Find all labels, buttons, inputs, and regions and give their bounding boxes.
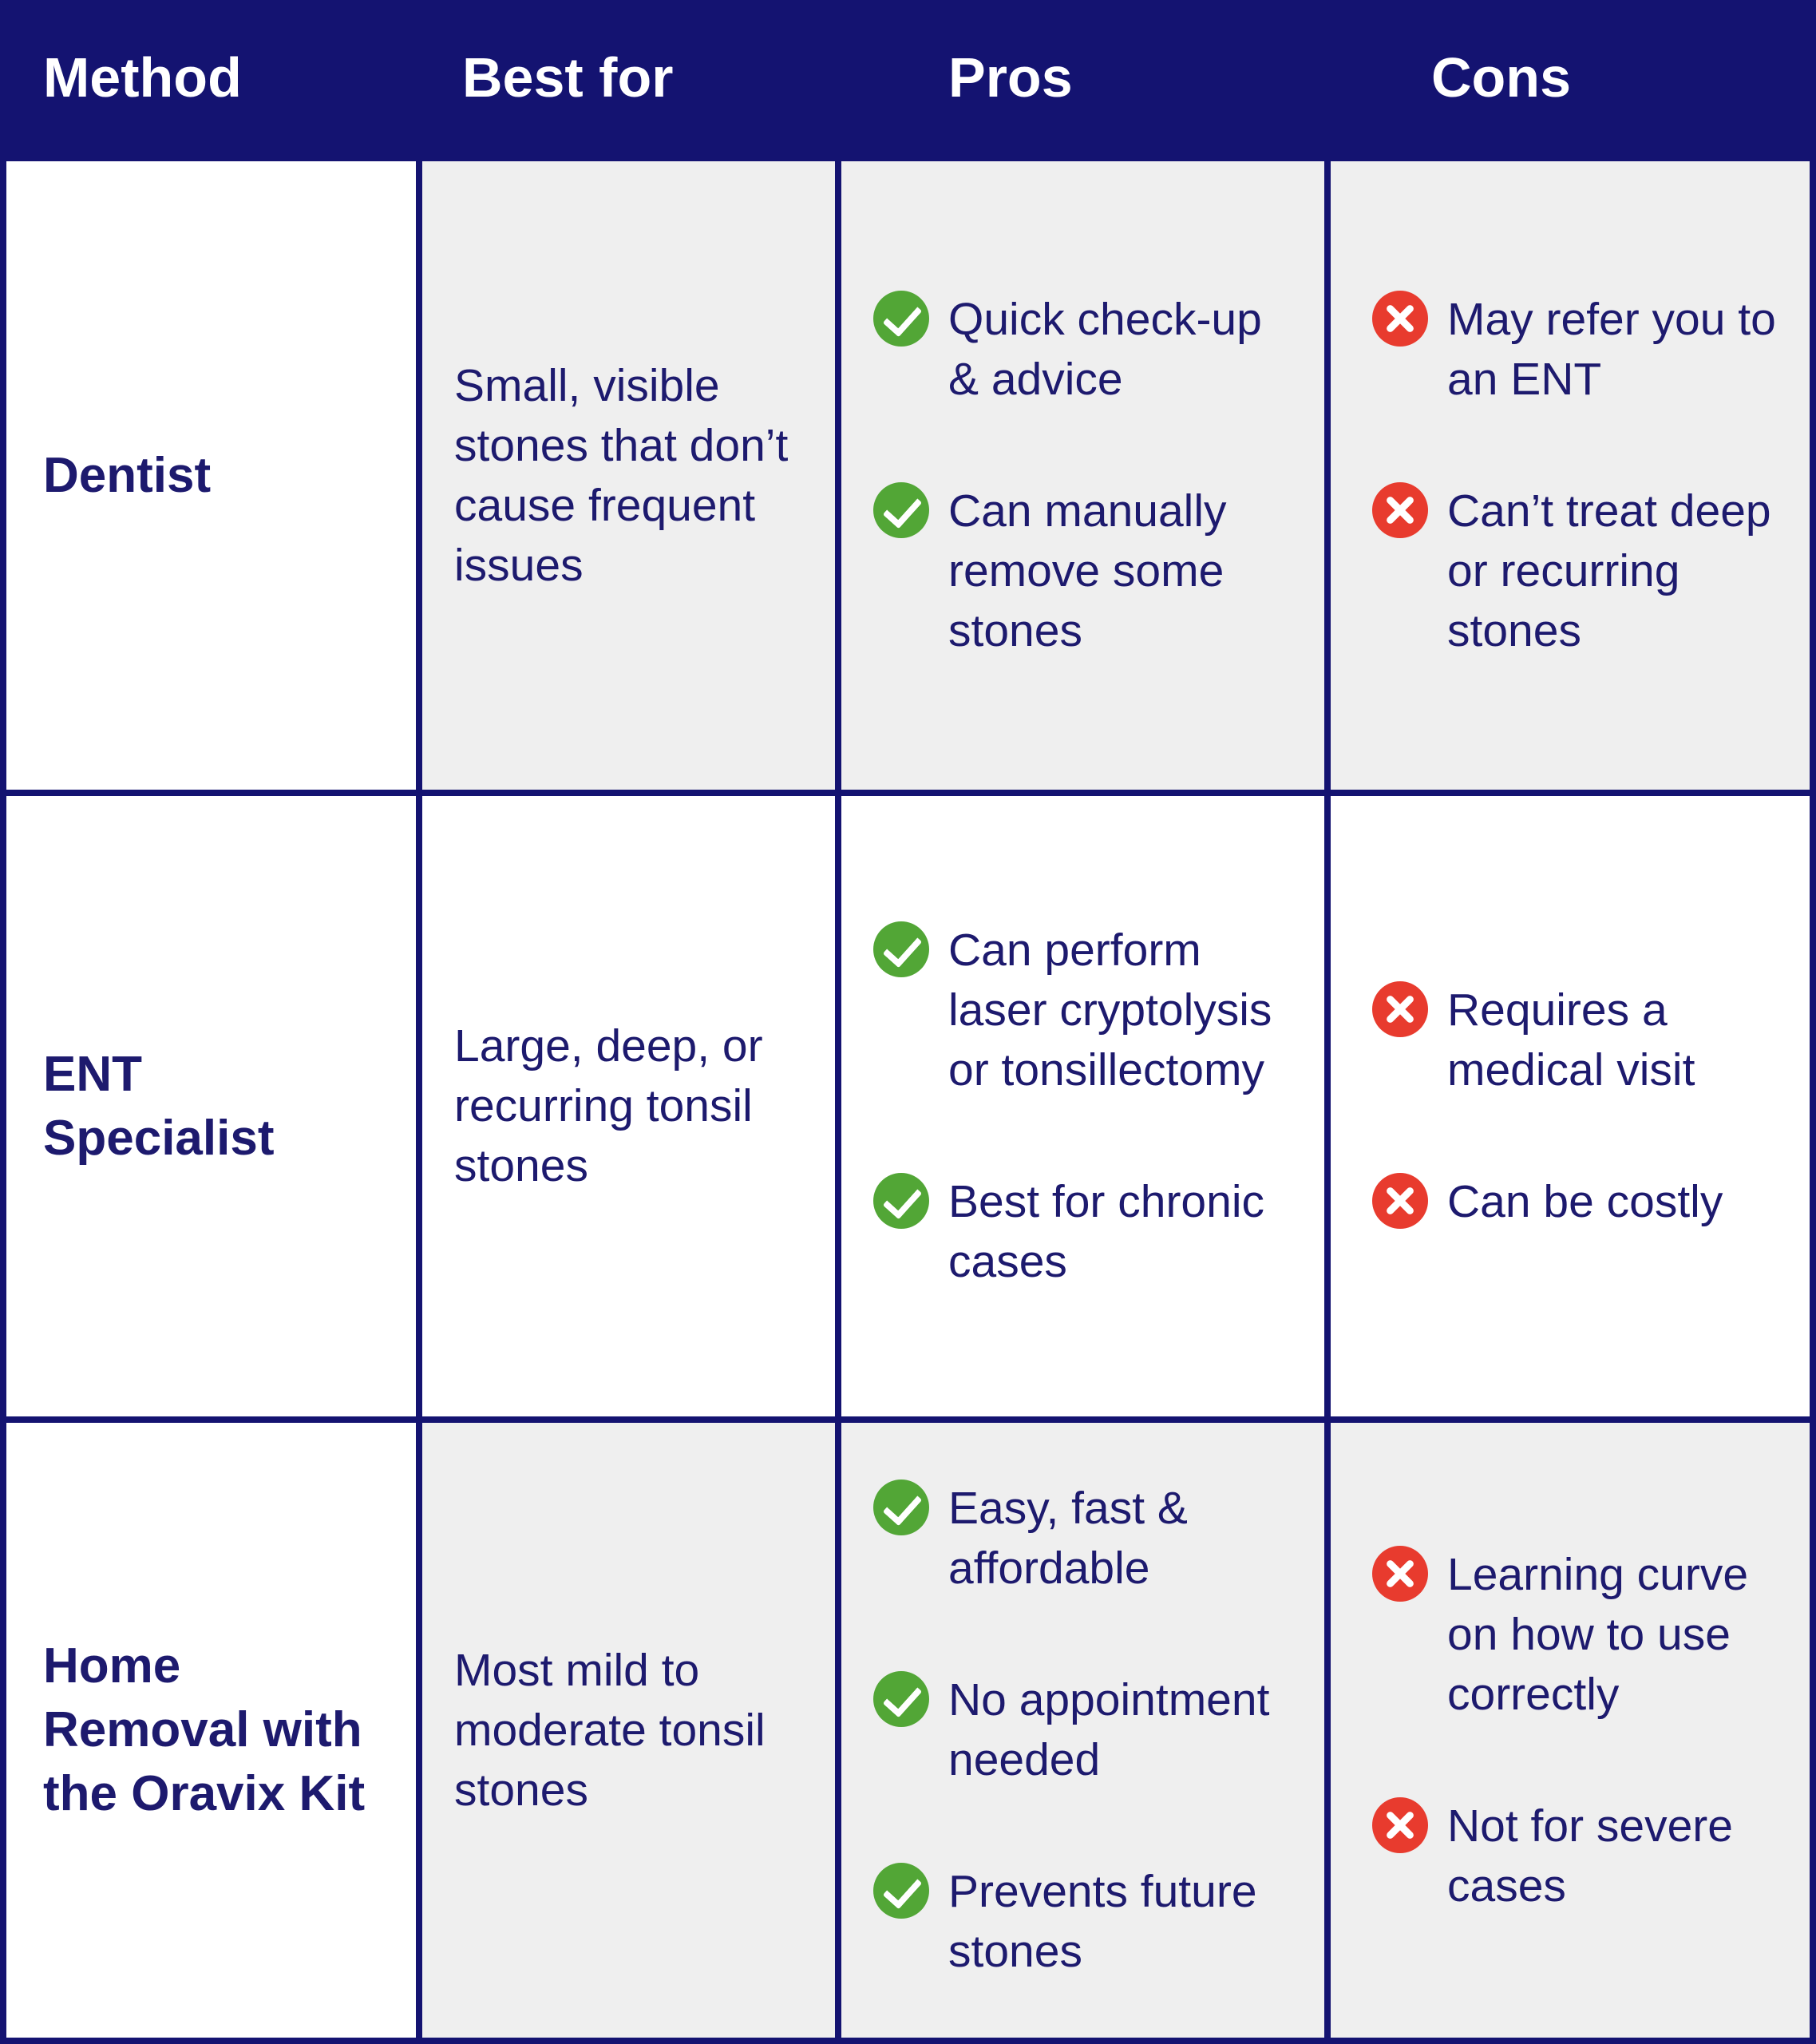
- pro-item: [873, 1670, 1302, 1790]
- con-item: [1372, 1172, 1790, 1232]
- x-icon: [1372, 291, 1428, 347]
- pros-cell-dentist: [841, 161, 1324, 790]
- con-text: May refer you to an ENT: [1447, 294, 1776, 405]
- method-cell-dentist: [6, 161, 416, 790]
- header-best-for: Best for: [422, 0, 835, 155]
- con-text: Requires a medical visit: [1447, 984, 1695, 1095]
- header-pros: Pros: [841, 0, 1324, 155]
- x-icon: [1372, 1797, 1428, 1853]
- method-cell-ent-specialist: [6, 796, 416, 1416]
- cons-cell-ent-specialist: [1331, 796, 1810, 1416]
- pro-text: Best for chronic cases: [948, 1176, 1264, 1287]
- x-icon: [1372, 1546, 1428, 1602]
- pros-cell-oravix-kit: [841, 1423, 1324, 2038]
- best-for-cell-dentist: [422, 161, 835, 790]
- x-icon: [1372, 981, 1428, 1037]
- cons-cell-dentist: [1331, 161, 1810, 790]
- pro-text: No appointment needed: [948, 1674, 1270, 1785]
- method-name: Dentist: [43, 447, 212, 503]
- pro-text: Prevents future stones: [948, 1866, 1257, 1977]
- pro-text: Can manually remove some stones: [948, 485, 1227, 656]
- check-icon: [873, 482, 929, 538]
- best-for-text: Small, visible stones that don’t cause frequent issues: [454, 359, 789, 591]
- con-item: [1372, 290, 1790, 410]
- pro-item: [873, 1172, 1302, 1292]
- pro-text: Quick check-up & advice: [948, 294, 1262, 405]
- check-icon: [873, 291, 929, 347]
- con-text: Can’t treat deep or recurring stones: [1447, 485, 1771, 656]
- con-item: [1372, 481, 1790, 661]
- check-icon: [873, 1671, 929, 1727]
- pro-item: [873, 290, 1302, 410]
- pro-text: Can perform laser cryptolysis or tonsillectomy: [948, 925, 1272, 1095]
- con-text: Learning curve on how to use correctly: [1447, 1548, 1749, 1720]
- con-item: [1372, 1796, 1790, 1916]
- con-text: Can be costly: [1447, 1176, 1723, 1227]
- x-icon: [1372, 1173, 1428, 1229]
- method-cell-oravix-kit: [6, 1423, 416, 2038]
- method-name: ENT Specialist: [43, 1046, 275, 1166]
- method-name: Home Removal with the Oravix Kit: [43, 1638, 366, 1821]
- pro-item: [873, 1479, 1302, 1598]
- check-icon: [873, 921, 929, 977]
- header-method: Method: [6, 0, 416, 155]
- best-for-cell-oravix-kit: [422, 1423, 835, 2038]
- best-for-cell-ent-specialist: [422, 796, 835, 1416]
- pro-item: [873, 1862, 1302, 1982]
- check-icon: [873, 1173, 929, 1229]
- pro-item: [873, 921, 1302, 1100]
- pro-text: Easy, fast & affordable: [948, 1483, 1188, 1594]
- con-text: Not for severe cases: [1447, 1800, 1733, 1911]
- con-item: [1372, 980, 1790, 1100]
- best-for-text: Large, deep, or recurring tonsil stones: [454, 1020, 763, 1191]
- check-icon: [873, 1863, 929, 1919]
- x-icon: [1372, 482, 1428, 538]
- pro-item: [873, 481, 1302, 661]
- header-cons: Cons: [1331, 0, 1810, 155]
- check-icon: [873, 1480, 929, 1535]
- con-item: [1372, 1545, 1790, 1725]
- cons-cell-oravix-kit: [1331, 1423, 1810, 2038]
- best-for-text: Most mild to moderate tonsil stones: [454, 1644, 766, 1816]
- pros-cell-ent-specialist: [841, 796, 1324, 1416]
